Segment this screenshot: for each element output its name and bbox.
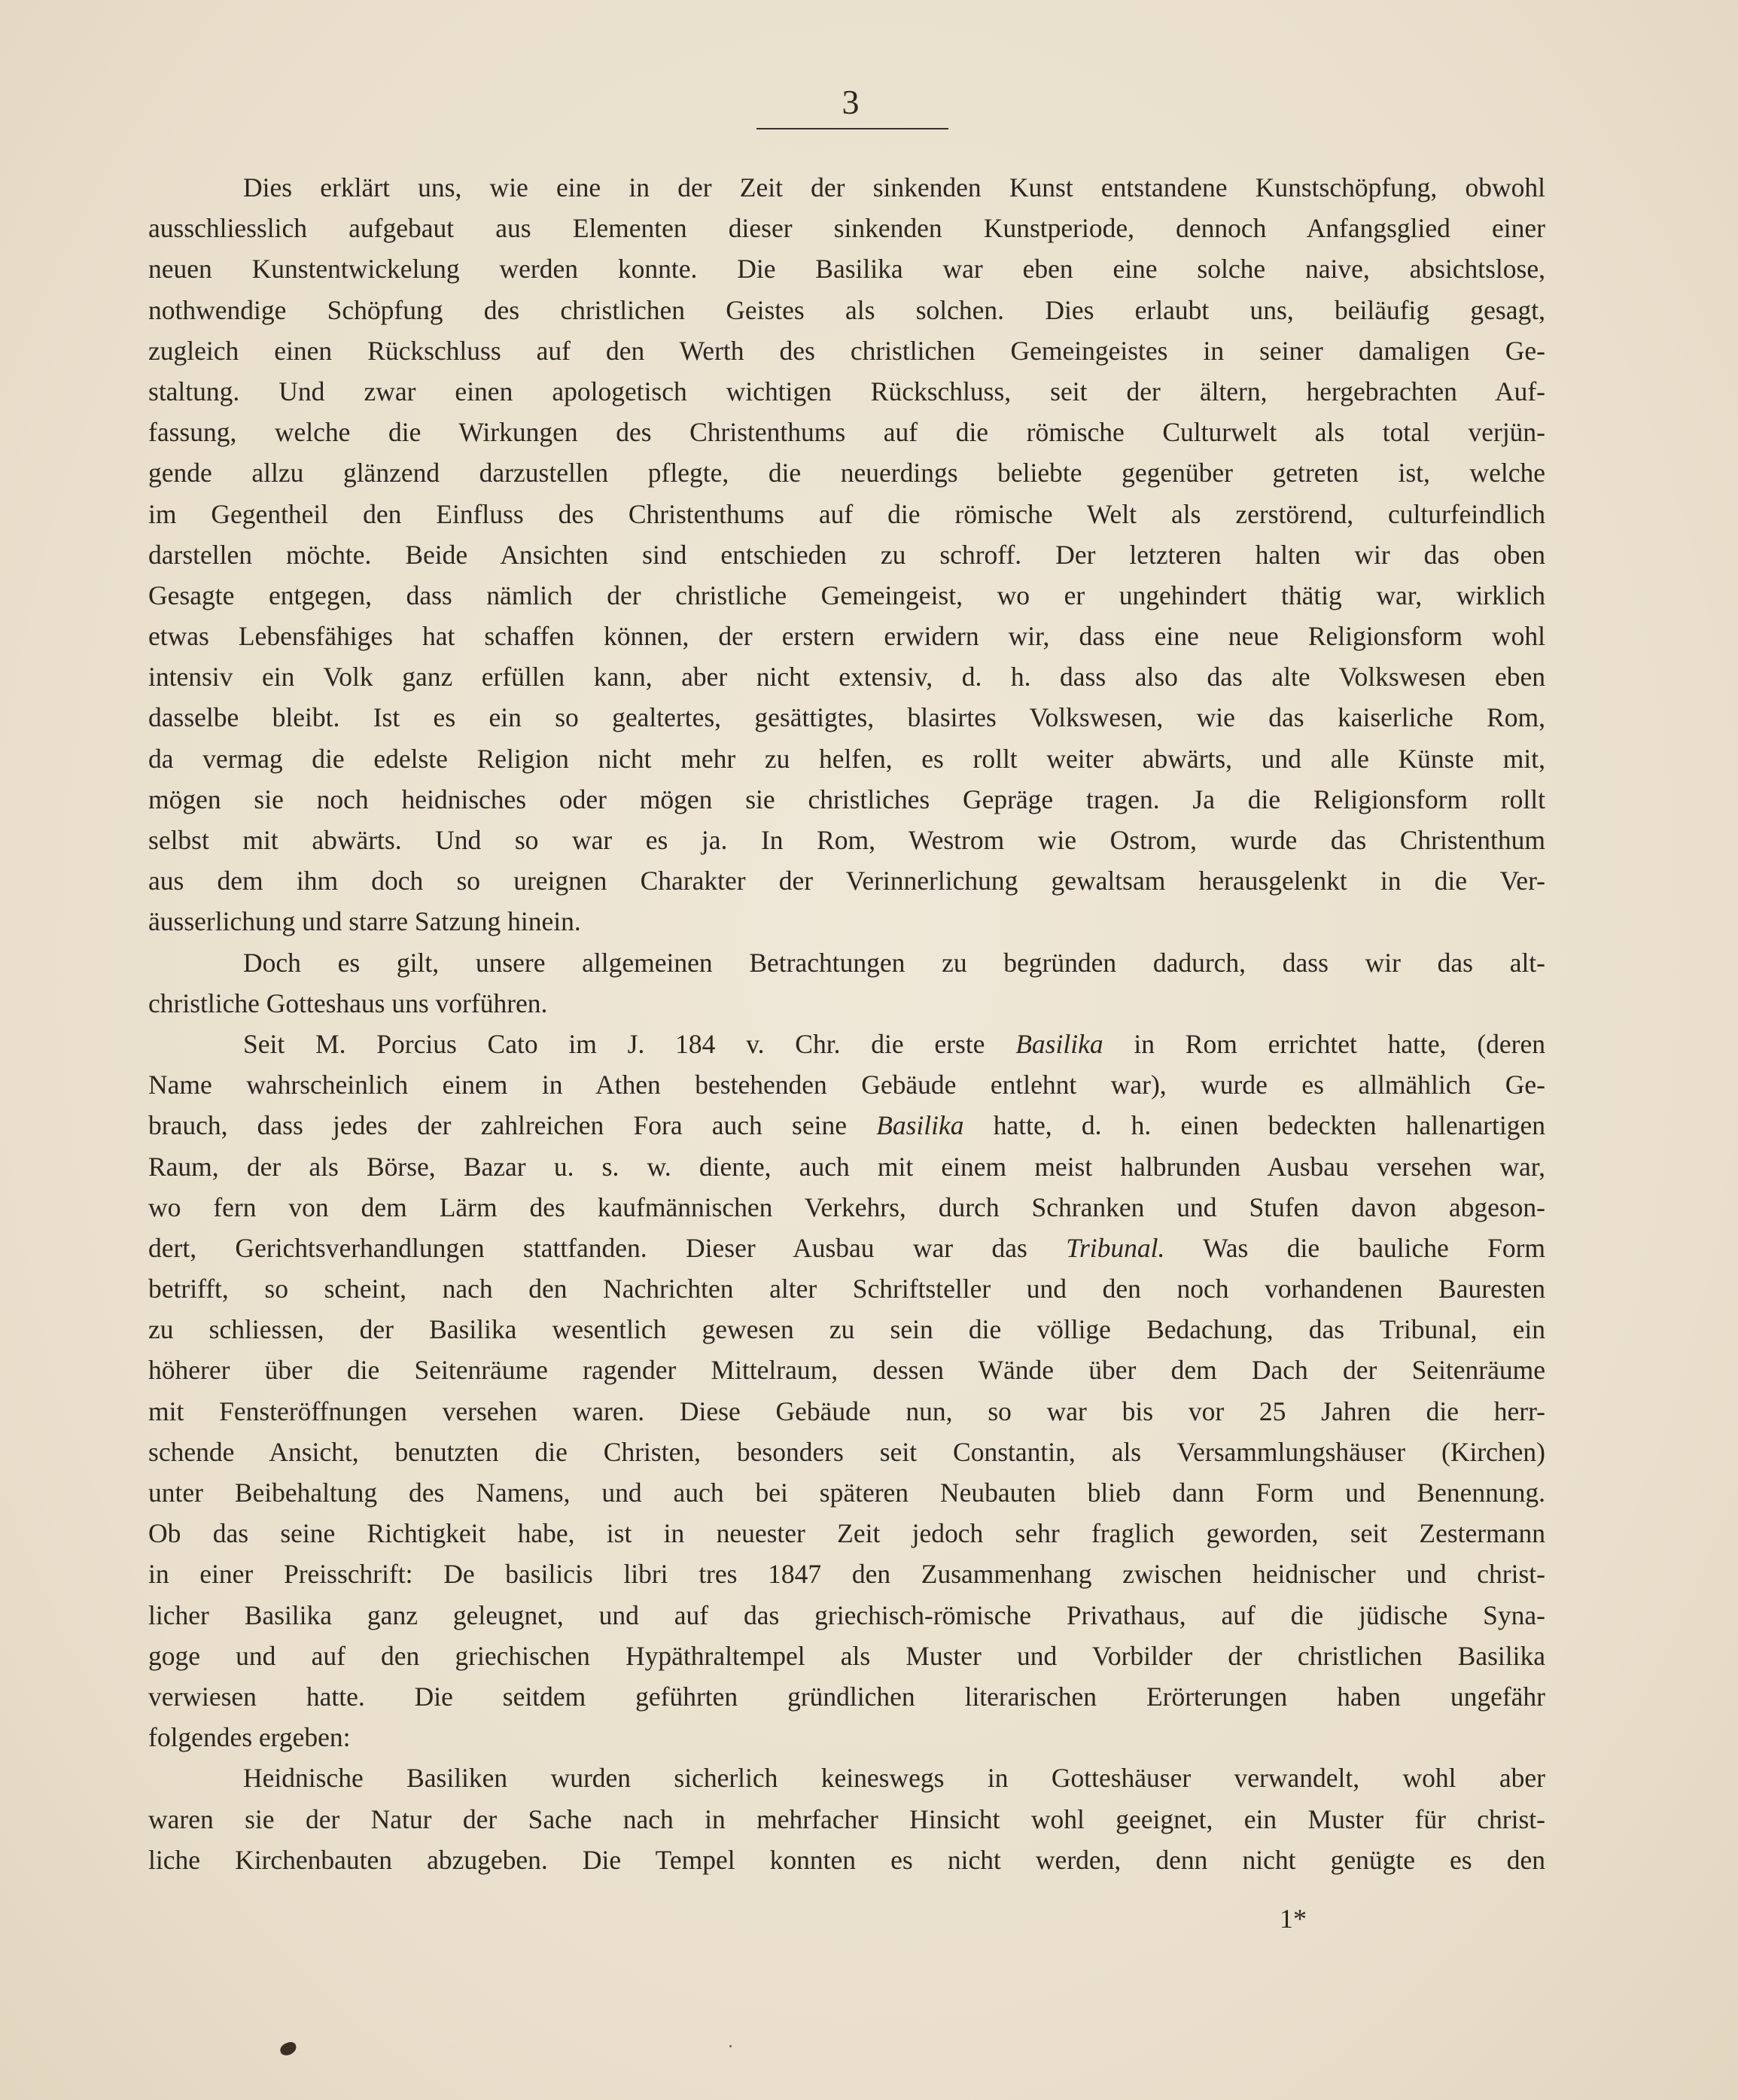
text-line: folgendes ergeben: bbox=[148, 1722, 351, 1753]
text-line: staltung. Und zwar einen apologetisch wichtigen Rückschluss, seit der ältern, hergebrachten Auf- bbox=[148, 376, 1545, 406]
text-line: schende Ansicht, benutzten die Christen, besonders seit Constantin, als Versammlungshäuser (Kirchen) bbox=[148, 1436, 1545, 1467]
text-line: da vermag die edelste Religion nicht mehr zu helfen, es rollt weiter abwärts, und alle Künste mit, bbox=[148, 743, 1545, 774]
body-text bbox=[148, 167, 1545, 1880]
text-line: dasselbe bleibt. Ist es ein so gealtertes, gesättigtes, blasirtes Volkswesen, wie das kaiserliche Rom, bbox=[148, 702, 1545, 733]
text-line: goge und auf den griechischen Hypäthraltempel als Muster und Vorbilder der christlichen Basilika bbox=[148, 1640, 1545, 1671]
text-line: licher Basilika ganz geleugnet, und auf das griechisch-römische Privathaus, auf die jüdische Syna- bbox=[148, 1599, 1545, 1630]
text-line: christliche Gotteshaus uns vorführen. bbox=[148, 988, 548, 1018]
text-line: dert, Gerichtsverhandlungen stattfanden. Dieser Ausbau war das Tribunal. Was die bauliche Form bbox=[148, 1232, 1546, 1263]
text-line: neuen Kunstentwickelung werden konnte. Die Basilika war eben eine solche naive, absichtslose, bbox=[148, 254, 1545, 285]
text-line: zu schliessen, der Basilika wesentlich gewesen zu sein die völlige Bedachung, das Tribunal, ein bbox=[148, 1314, 1545, 1345]
ink-blot-icon bbox=[279, 2041, 298, 2058]
text-line: waren sie der Natur der Sache nach in mehrfacher Hinsicht wohl geeignet, ein Muster für christ- bbox=[148, 1803, 1545, 1834]
text-line: unter Beibehaltung des Namens, und auch bei späteren Neubauten blieb dann Form und Benennung. bbox=[148, 1478, 1545, 1508]
text-line: betrifft, so scheint, nach den Nachrichten alter Schriftsteller und den noch vorhandenen Bauresten bbox=[148, 1274, 1545, 1304]
text-line: äusserlichung und starre Satzung hinein. bbox=[148, 906, 581, 937]
text-line: brauch, dass jedes der zahlreichen Fora auch seine Basilika hatte, d. h. einen bedeckten hallenartigen bbox=[148, 1110, 1545, 1141]
text-line: zugleich einen Rückschluss auf den Werth des christlichen Gemeingeistes in seiner damaligen Ge- bbox=[148, 335, 1545, 366]
text-line: intensiv ein Volk ganz erfüllen kann, aber nicht extensiv, d. h. dass also das alte Volkswesen eben bbox=[148, 662, 1545, 692]
text-line: in einer Preisschrift: De basilicis libri tres 1847 den Zusammenhang zwischen heidnischer und christ- bbox=[148, 1559, 1545, 1590]
text-line: höherer über die Seitenräume ragender Mittelraum, dessen Wände über dem Dach der Seitenräume bbox=[148, 1355, 1545, 1386]
text-line: mögen sie noch heidnisches oder mögen sie christliches Gepräge tragen. Ja die Religionsform rollt bbox=[148, 784, 1545, 814]
text-line: Seit M. Porcius Cato im J. 184 v. Chr. die erste Basilika in Rom errichtet hatte, (deren bbox=[243, 1028, 1545, 1059]
text-line: ausschliesslich aufgebaut aus Elementen dieser sinkenden Kunstperiode, dennoch Anfangsglied einer bbox=[148, 213, 1545, 244]
text-line: Gesagte entgegen, dass nämlich der christliche Gemeingeist, wo er ungehindert thätig war, wirklich bbox=[148, 580, 1545, 610]
text-line: wo fern von dem Lärm des kaufmännischen Verkehrs, durch Schranken und Stufen davon abgeson- bbox=[148, 1192, 1545, 1222]
text-line: fassung, welche die Wirkungen des Christenthums auf die römische Culturwelt als total verjün- bbox=[148, 417, 1545, 448]
speck-icon bbox=[729, 2045, 732, 2047]
text-line: Ob das seine Richtigkeit habe, ist in neuester Zeit jedoch sehr fraglich geworden, seit Zestermann bbox=[148, 1518, 1545, 1549]
text-line: etwas Lebensfähiges hat schaffen können, der erstern erwidern wir, dass eine neue Religionsform wohl bbox=[148, 621, 1545, 652]
text-line: nothwendige Schöpfung des christlichen Geistes als solchen. Dies erlaubt uns, beiläufig gesagt, bbox=[148, 294, 1545, 325]
signature-mark: 1* bbox=[1280, 1904, 1307, 1934]
page-number: 3 bbox=[842, 83, 860, 121]
text-line: Doch es gilt, unsere allgemeinen Betrachtungen zu begründen dadurch, dass wir das alt- bbox=[243, 947, 1545, 978]
header-rule bbox=[756, 128, 948, 129]
text-line: mit Fensteröffnungen versehen waren. Diese Gebäude nun, so war bis vor 25 Jahren die herr- bbox=[148, 1395, 1545, 1426]
text-line: liche Kirchenbauten abzugeben. Die Tempel konnten es nicht werden, denn nicht genügte es den bbox=[148, 1844, 1545, 1875]
text-line: Dies erklärt uns, wie eine in der Zeit der sinkenden Kunst entstandene Kunstschöpfung, obwohl bbox=[243, 172, 1545, 202]
text-line: Raum, der als Börse, Bazar u. s. w. diente, auch mit einem meist halbrunden Ausbau versehen war, bbox=[148, 1151, 1545, 1182]
text-line: im Gegentheil den Einfluss des Christenthums auf die römische Welt als zerstörend, culturfeindlich bbox=[148, 498, 1545, 529]
text-line: verwiesen hatte. Die seitdem geführten gründlichen literarischen Erörterungen haben ungefähr bbox=[148, 1681, 1545, 1712]
text-line: gende allzu glänzend darzustellen pflegte, die neuerdings beliebte gegenüber getreten ist, welche bbox=[148, 458, 1545, 488]
text-line: Heidnische Basiliken wurden sicherlich keineswegs in Gotteshäuser verwandelt, wohl aber bbox=[243, 1763, 1545, 1794]
text-line: darstellen möchte. Beide Ansichten sind entschieden zu schroff. Der letzteren halten wir das oben bbox=[148, 539, 1545, 570]
text-line: aus dem ihm doch so ureignen Charakter der Verinnerlichung gewaltsam herausgelenkt in die Ver- bbox=[148, 866, 1545, 896]
text-line: selbst mit abwärts. Und so war es ja. In Rom, Westrom wie Ostrom, wurde das Christenthum bbox=[148, 825, 1545, 855]
text-line: Name wahrscheinlich einem in Athen bestehenden Gebäude entlehnt war), wurde es allmählich Ge- bbox=[148, 1070, 1545, 1100]
